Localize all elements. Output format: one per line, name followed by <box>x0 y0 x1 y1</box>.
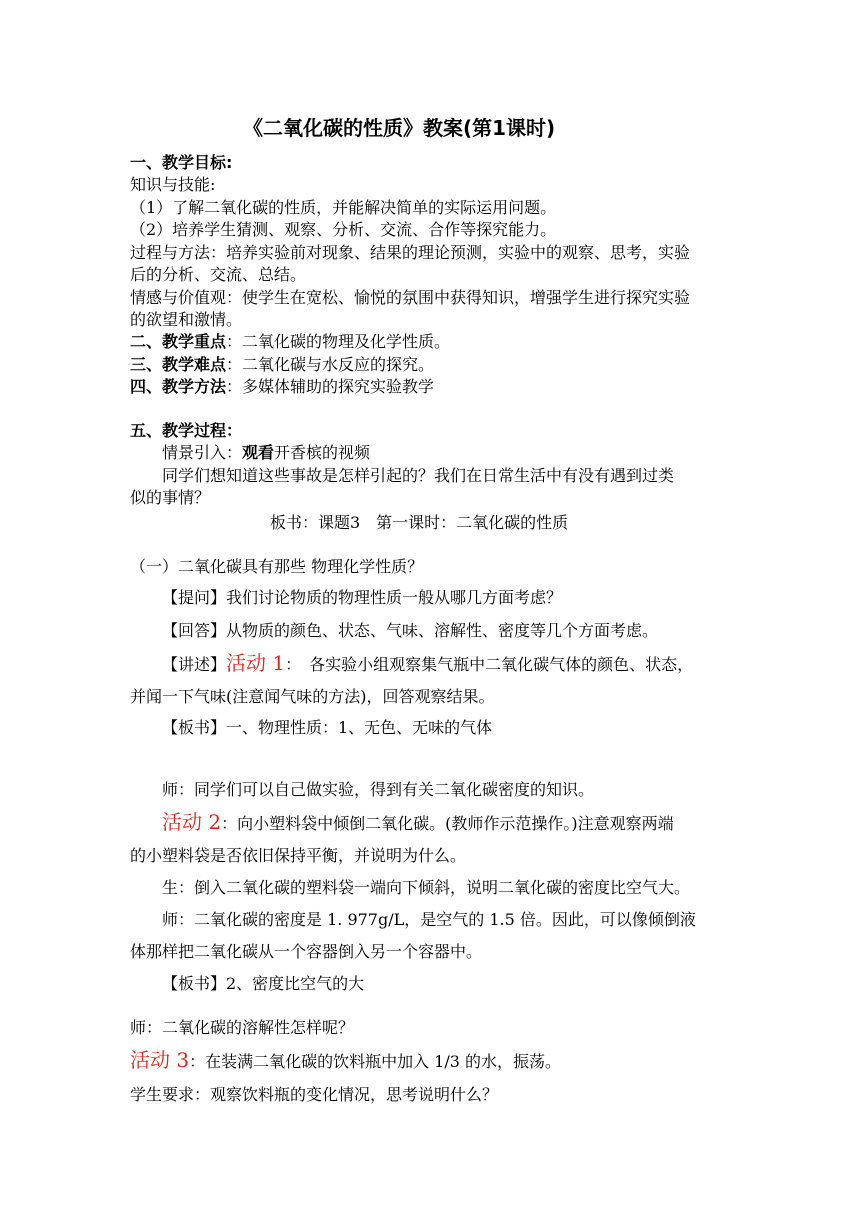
intro-question-line-2: 似的事情？ <box>130 488 211 507</box>
question-line: 【提问】我们讨论物质的物理性质一般从哪几方面考虑？ <box>162 588 563 607</box>
lecture-colon: ： <box>285 655 294 674</box>
knowledge-item-1: （1）了解二氧化碳的性质，并能解决简单的实际运用问题。 <box>130 198 557 217</box>
difficulties-label: 三、教学难点 <box>130 355 227 374</box>
emotion-line-1: 情感与价值观：使学生在宽松、愉悦的氛围中获得知识，增强学生进行探究实验 <box>130 288 691 307</box>
activity-3-label: 活动 3 <box>130 1048 190 1072</box>
document-title: 《二氧化碳的性质》教案(第1课时) <box>243 116 556 140</box>
intro-text: 开香槟的视频 <box>274 443 371 462</box>
board-title: 板书：课题3 第一课时：二氧化碳的性质 <box>270 513 569 532</box>
teacher-line-2b: 体那样把二氧化碳从一个容器倒入另一个容器中。 <box>130 942 483 961</box>
activity-3-line <box>130 1049 561 1073</box>
knowledge-label: 知识与技能: <box>130 175 216 194</box>
student-line-1: 生：倒入二氧化碳的塑料袋一端向下倾斜，说明二氧化碳的密度比空气大。 <box>162 878 691 897</box>
intro-label: 情景引入： <box>162 443 243 462</box>
lecture-tag: 【讲述】 <box>162 655 227 674</box>
activity-2-line-1 <box>162 811 674 835</box>
section-heading-process: 五、教学过程： <box>130 421 243 440</box>
part1-heading: （一）二氧化碳具有那些 物理化学性质？ <box>130 557 424 576</box>
knowledge-item-2: （2）培养学生猜测、观察、分析、交流、合作等探究能力。 <box>130 220 557 239</box>
section-heading-objectives: 一、教学目标: <box>130 153 233 172</box>
teacher-line-2a: 师：二氧化碳的密度是 1. 977g/L，是空气的 1.5 倍。因此，可以像倾倒液 <box>162 910 696 929</box>
methods-label: 四、教学方法 <box>130 377 227 396</box>
process-line-2: 后的分析、交流、总结。 <box>130 265 307 284</box>
section-methods <box>130 376 434 398</box>
student-requirement-line: 学生要求：观察饮料瓶的变化情况，思考说明什么？ <box>130 1085 499 1104</box>
lecture-line-1 <box>162 652 693 676</box>
activity-2-label: 活动 2 <box>162 810 222 834</box>
key-points-text: ：二氧化碳的物理及化学性质。 <box>226 332 451 351</box>
process-line-1: 过程与方法：培养实验前对现象、结果的理论预测，实验中的观察、思考，实验 <box>130 243 691 262</box>
activity-3-text: ：在装满二氧化碳的饮料瓶中加入 1/3 的水，振荡。 <box>189 1052 562 1071</box>
teacher-line-3: 师：二氧化碳的溶解性怎样呢？ <box>130 1018 355 1037</box>
section-difficulties <box>130 354 434 376</box>
board-line-1: 【板书】一、物理性质：1、无色、无味的气体 <box>162 718 493 737</box>
section-key-points <box>130 331 450 353</box>
methods-text: ：多媒体辅助的探究实验教学 <box>226 377 435 396</box>
difficulties-text: ：二氧化碳与水反应的探究。 <box>226 355 435 374</box>
answer-line: 【回答】从物质的颜色、状态、气味、溶解性、密度等几个方面考虑。 <box>162 621 659 640</box>
emotion-line-2: 的欲望和激情。 <box>130 310 243 329</box>
teacher-line-1: 师：同学们可以自己做实验，得到有关二氧化碳密度的知识。 <box>162 780 595 799</box>
board-line-2: 【板书】2、密度比空气的大 <box>162 974 365 993</box>
lecture-text: 各实验小组观察集气瓶中二氧化碳气体的颜色、状态， <box>293 655 694 674</box>
intro-line <box>162 442 370 464</box>
activity-2-line-2: 的小塑料袋是否依旧保持平衡，并说明为什么。 <box>130 846 467 865</box>
key-points-label: 二、教学重点 <box>130 332 227 351</box>
lecture-line-2: 并闻一下气味(注意闻气味的方法)，回答观察结果。 <box>130 687 495 706</box>
activity-2-text: ：向小塑料袋中倾倒二氧化碳。(教师作示范操作。)注意观察两端 <box>221 814 674 833</box>
activity-1-label: 活动 1 <box>226 651 286 675</box>
intro-bold-text: 观看 <box>242 443 275 462</box>
intro-question-line-1: 同学们想知道这些事故是怎样引起的？我们在日常生活中有没有遇到过类 <box>162 466 675 485</box>
